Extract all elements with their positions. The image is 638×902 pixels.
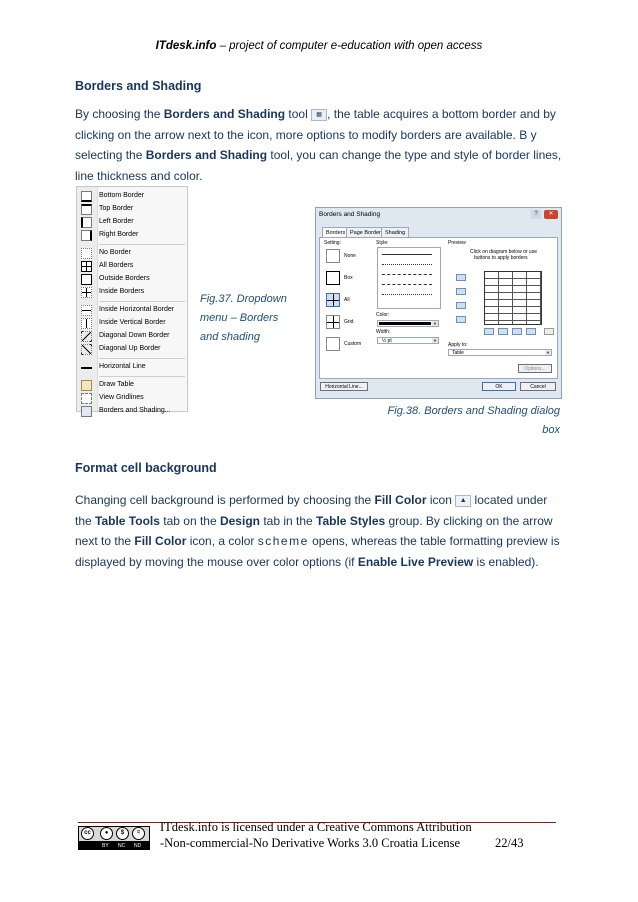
preview-diagonal-down-button[interactable] <box>544 328 554 335</box>
menu-item-right-border[interactable]: Right Border <box>77 229 187 242</box>
preview-center-button[interactable] <box>512 328 522 335</box>
setting-custom-label: Custom <box>344 341 362 347</box>
license-line1: ITdesk.info is licensed under a Creative Commons Attribution <box>160 820 472 834</box>
horizontal-line-icon <box>81 362 92 373</box>
attribution-icon: ● <box>100 827 113 840</box>
menu-item-inside-horizontal-border[interactable]: Inside Horizontal Border <box>77 304 187 317</box>
menu-separator <box>99 376 185 377</box>
menu-item-top-border[interactable]: Top Border <box>77 203 187 216</box>
preview-diagram[interactable] <box>484 271 542 325</box>
cell-background-paragraph: Changing cell background is performed by choosing the Fill Color icon ▲ located under the Table Tools tab on the Design tab in the Table Styles group. By clicking on the arrow next to the Fill Color icon, a color scheme opens, whereas the table formatting preview is displayed by moving the mouse over color options (if Enable Live Preview is enabled). <box>75 493 560 569</box>
badge-label-by: BY <box>102 843 109 849</box>
inside-vertical-border-icon <box>81 318 92 329</box>
badge-label-nc: NC <box>118 843 126 849</box>
menu-item-left-border[interactable]: Left Border <box>77 216 187 229</box>
preview-hint-line1: Click on diagram below or use <box>470 249 537 255</box>
badge-label-nd: ND <box>134 843 142 849</box>
preview-bottom-border-button[interactable] <box>456 302 466 309</box>
all-borders-icon <box>81 261 92 272</box>
borders-dropdown-menu <box>76 186 188 412</box>
setting-all-icon[interactable] <box>326 293 340 307</box>
page-header <box>0 40 638 52</box>
preview-top-border-button[interactable] <box>456 274 466 281</box>
borders-shading-dialog <box>315 207 562 399</box>
cancel-button[interactable]: Cancel <box>520 382 556 391</box>
menu-item-no-border[interactable]: No Border <box>77 247 187 260</box>
page-number: 22/43 <box>495 836 524 850</box>
setting-box-icon[interactable] <box>326 271 340 285</box>
borders-paragraph: By choosing the Borders and Shading tool ▦ , the table acquires a bottom border and by clicking on the arrow next to the icon, more options to modify borders are available. B y selecting the Borders and Shading tool, you can change the type and style of border lines, line thickness and color. <box>75 107 562 183</box>
inside-horizontal-border-icon <box>81 305 92 316</box>
menu-item-inside-vertical-border[interactable]: Inside Vertical Border <box>77 317 187 330</box>
diagonal-down-border-icon <box>81 331 92 342</box>
apply-to-label: Apply to: <box>448 342 468 348</box>
dialog-body <box>319 237 558 379</box>
width-label: Width: <box>376 329 391 335</box>
style-label: Style: <box>376 240 389 246</box>
inside-borders-icon <box>81 287 92 298</box>
pencil-icon <box>81 380 92 391</box>
noderivatives-icon: = <box>132 827 145 840</box>
menu-item-horizontal-line[interactable]: Horizontal Line <box>77 361 187 374</box>
borders-tool-icon: ▦ <box>311 109 327 121</box>
menu-item-bottom-border[interactable]: Bottom Border <box>77 190 187 203</box>
section-title-borders: Borders and Shading <box>75 79 202 93</box>
creative-commons-badge[interactable] <box>78 826 150 850</box>
fig38-caption: Fig.38. Borders and Shading dialog box <box>387 405 560 436</box>
menu-item-borders-and-shading[interactable]: Borders and Shading... <box>77 405 187 418</box>
horizontal-line-button[interactable]: Horizontal Line... <box>320 382 368 391</box>
width-dropdown[interactable]: ½ pt ▼ <box>377 337 439 344</box>
apply-to-dropdown[interactable]: Table ▼ <box>448 349 552 356</box>
setting-label: Setting: <box>324 240 341 246</box>
right-border-icon <box>81 230 92 241</box>
style-listbox[interactable] <box>377 247 441 309</box>
menu-item-view-gridlines[interactable]: View Gridlines <box>77 392 187 405</box>
menu-item-outside-borders[interactable]: Outside Borders <box>77 273 187 286</box>
style-dashed <box>382 274 432 275</box>
menu-separator <box>99 301 185 302</box>
site-name: ITdesk.info <box>155 40 217 52</box>
menu-item-all-borders[interactable]: All Borders <box>77 260 187 273</box>
diagonal-up-border-icon <box>81 344 92 355</box>
menu-item-inside-borders[interactable]: Inside Borders <box>77 286 187 299</box>
style-dash-long <box>382 284 432 285</box>
outside-borders-icon <box>81 274 92 285</box>
setting-none-icon[interactable] <box>326 249 340 263</box>
preview-right-border-button[interactable] <box>526 328 536 335</box>
chevron-down-icon: ▼ <box>433 321 437 326</box>
help-icon[interactable]: ? <box>531 210 541 219</box>
ok-button[interactable]: OK <box>482 382 516 391</box>
setting-grid-label: Grid <box>344 319 354 325</box>
chevron-down-icon: ▼ <box>433 338 437 343</box>
left-border-icon <box>81 217 92 228</box>
no-border-icon <box>81 248 92 259</box>
preview-label: Preview <box>448 240 466 246</box>
fig37-caption: Fig.37. Dropdown menu – Borders and shading <box>200 293 287 343</box>
dialog-title: Borders and Shading <box>319 211 381 218</box>
chevron-down-icon: ▼ <box>546 350 550 355</box>
style-solid <box>382 254 432 255</box>
setting-grid-icon[interactable] <box>326 315 340 329</box>
bottom-border-icon <box>81 191 92 202</box>
options-button[interactable]: Options... <box>518 364 552 373</box>
gridlines-icon <box>81 393 92 404</box>
fill-color-icon: ▲ <box>455 495 471 507</box>
close-icon[interactable]: ✕ <box>544 210 558 219</box>
setting-none-label: None <box>344 253 356 259</box>
borders-shading-icon <box>81 406 92 417</box>
preview-left-border-button[interactable] <box>484 328 494 335</box>
preview-diagonal-up-button[interactable] <box>456 316 466 323</box>
menu-item-draw-table[interactable]: Draw Table <box>77 379 187 392</box>
license-line2: -Non-commercial-No Derivative Works 3.0 Croatia License <box>160 836 461 850</box>
setting-box-label: Box <box>344 275 353 281</box>
setting-all-label: All <box>344 297 350 303</box>
tab-page-border[interactable]: Page Border <box>346 227 385 238</box>
preview-hint-line2: buttons to apply borders <box>474 255 528 261</box>
tab-shading[interactable]: Shading <box>381 227 409 238</box>
color-label: Color: <box>376 312 390 318</box>
preview-middle-border-button[interactable] <box>456 288 466 295</box>
menu-item-diagonal-up-border[interactable]: Diagonal Up Border <box>77 343 187 356</box>
noncommercial-icon: $ <box>116 827 129 840</box>
setting-custom-icon[interactable] <box>326 337 340 351</box>
style-dotted <box>382 264 432 265</box>
menu-separator <box>99 244 185 245</box>
tab-borders[interactable]: Borders <box>322 227 349 238</box>
section-title-cell-background: Format cell background <box>75 461 217 475</box>
site-tagline: – project of computer e-education with open access <box>216 40 483 52</box>
preview-inside-v-button[interactable] <box>498 328 508 335</box>
cc-icon: cc <box>81 827 94 840</box>
top-border-icon <box>81 204 92 215</box>
color-dropdown[interactable] <box>377 320 439 327</box>
menu-item-diagonal-down-border[interactable]: Diagonal Down Border <box>77 330 187 343</box>
menu-separator <box>99 358 185 359</box>
style-dash-dot <box>382 294 432 295</box>
